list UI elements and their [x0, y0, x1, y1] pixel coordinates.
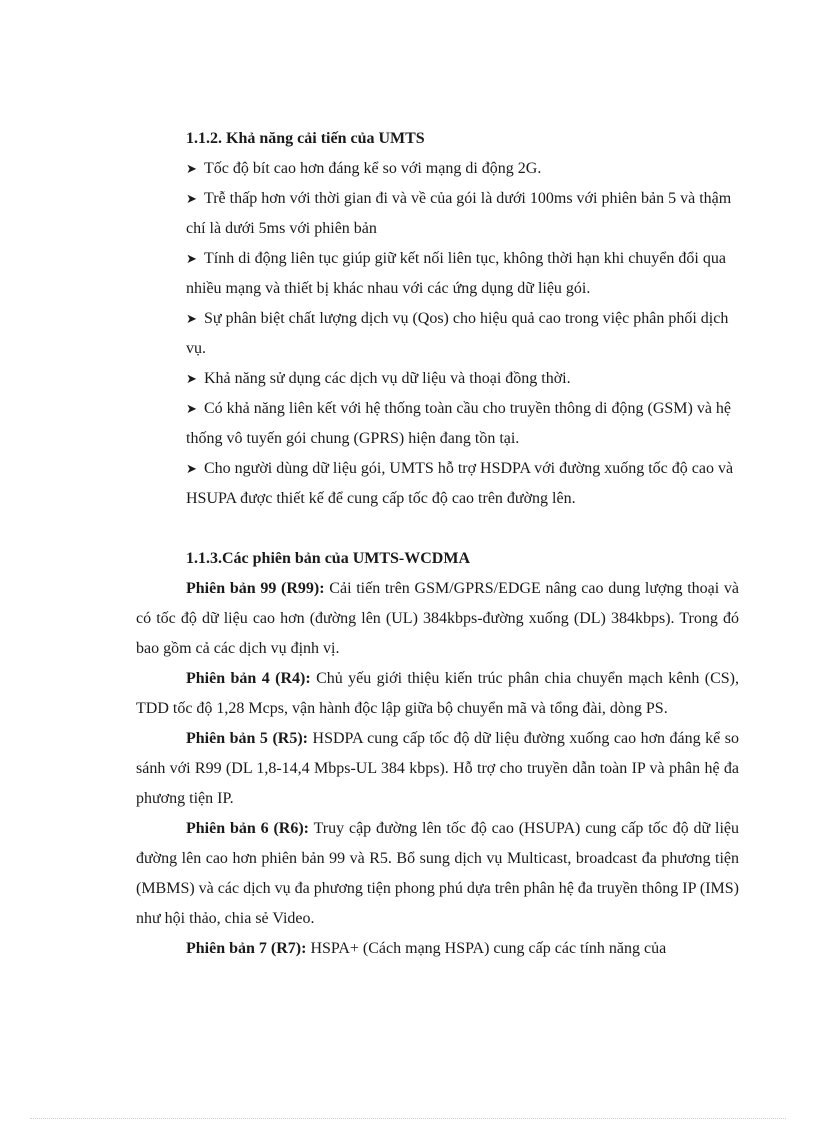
release-paragraph — [136, 814, 739, 934]
bullet-text: Khả năng sử dụng các dịch vụ dữ liệu và thoại đồng thời. — [204, 370, 571, 387]
release-label: Phiên bản 99 (R99): — [186, 580, 325, 597]
arrow-bullet-icon: ➤ — [186, 461, 197, 476]
release-text: Chủ yếu giới thiệu kiến trúc phân chia chuyển mạch kênh (CS), TDD tốc độ 1,28 Mcps, vận hành độc lập giữa bộ chuyển mã và tổng đài, dòng PS. — [136, 670, 740, 717]
page-content — [136, 124, 739, 964]
release-text: HSPA+ (Cách mạng HSPA) cung cấp các tính năng của — [306, 940, 667, 957]
arrow-bullet-icon: ➤ — [186, 371, 197, 386]
release-text: HSDPA cung cấp tốc độ dữ liệu đường xuống cao hơn đáng kể so sánh với R99 (DL 1,8-14,4 Mbps-UL 384 kbps). Hỗ trợ cho truyền dẫn toàn IP và phân hệ đa phương tiện IP. — [136, 730, 740, 807]
bullet-item — [186, 244, 739, 304]
bullet-text: Trễ thấp hơn với thời gian đi và về của gói là dưới 100ms với phiên bản 5 và thậm chí là dưới 5ms với phiên bản — [186, 190, 732, 237]
bullet-item — [186, 184, 739, 244]
arrow-bullet-icon: ➤ — [186, 191, 197, 206]
bullet-item — [186, 394, 739, 454]
release-label: Phiên bản 4 (R4): — [186, 670, 311, 687]
arrow-bullet-icon: ➤ — [186, 161, 197, 176]
page-bottom-divider — [30, 1118, 786, 1119]
release-label: Phiên bản 7 (R7): — [186, 940, 307, 957]
bullet-item — [186, 304, 739, 364]
bullet-text: Có khả năng liên kết với hệ thống toàn cầu cho truyền thông di động (GSM) và hệ thống vô tuyến gói chung (GPRS) hiện đang tồn tại. — [186, 400, 732, 447]
release-label: Phiên bản 6 (R6): — [186, 820, 310, 837]
bullet-text: Tốc độ bít cao hơn đáng kể so với mạng di động 2G. — [204, 160, 542, 177]
release-paragraph — [136, 664, 739, 724]
bullet-text: Tính di động liên tục giúp giữ kết nối liên tục, không thời hạn khi chuyển đổi qua nhiều mạng và thiết bị khác nhau với các ứng dụng dữ liệu gói. — [186, 250, 726, 297]
section-heading-1-1-2: 1.1.2. Khả năng cải tiến của UMTS — [186, 130, 425, 147]
release-paragraph — [136, 934, 739, 964]
arrow-bullet-icon: ➤ — [186, 251, 197, 266]
bullet-item — [186, 454, 739, 514]
release-text: Truy cập đường lên tốc độ cao (HSUPA) cung cấp tốc độ dữ liệu đường lên cao hơn phiên bản 99 và R5. Bổ sung dịch vụ Multicast, broadcast đa phương tiện (MBMS) và các dịch vụ đa phương tiện phong phú dựa trên phân hệ đa truyền thông IP (IMS) như hội thảo, chia sẻ Video. — [136, 820, 740, 927]
release-label: Phiên bản 5 (R5): — [186, 730, 308, 747]
release-text: Cải tiến trên GSM/GPRS/EDGE nâng cao dung lượng thoại và có tốc độ dữ liệu cao hơn (đường lên (UL) 384kbps-đường xuống (DL) 384kbps). Trong đó bao gồm cả các dịch vụ định vị. — [136, 580, 740, 657]
release-paragraph — [136, 574, 739, 664]
bullet-item — [186, 154, 739, 184]
release-paragraph — [136, 724, 739, 814]
arrow-bullet-icon: ➤ — [186, 401, 197, 416]
bullet-item — [186, 364, 739, 394]
section-heading-1-1-3: 1.1.3.Các phiên bản của UMTS-WCDMA — [186, 550, 471, 567]
bullet-text: Sự phân biệt chất lượng dịch vụ (Qos) cho hiệu quả cao trong việc phân phối dịch vụ. — [186, 310, 729, 357]
arrow-bullet-icon: ➤ — [186, 311, 197, 326]
bullet-text: Cho người dùng dữ liệu gói, UMTS hỗ trợ HSDPA với đường xuống tốc độ cao và HSUPA được thiết kế để cung cấp tốc độ cao trên đường lên. — [186, 460, 734, 507]
